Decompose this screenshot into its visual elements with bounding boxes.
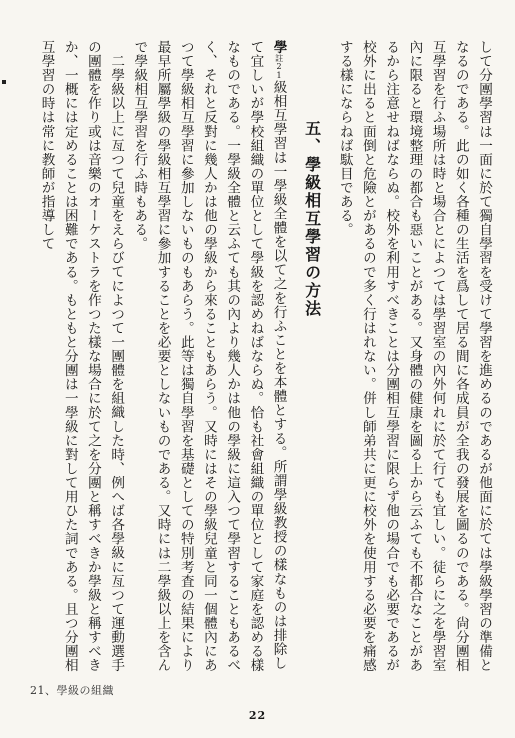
- margin-mark: [2, 80, 6, 84]
- continued-paragraph: して分團學習は一面に於て獨自學習を受けて學習を進めるのであるが他面に於ては學級學習の準備となるのである。此の如く各種の生活を爲して居る間に各成員が全我の發展を圖るのである。尙分團相互學習を行ふ場所は時と場合とによつては學習室の內外何れに於て行ても宜しい。徒らに之を學習室內に限ると環境整理の都合も惡いことがある。又身體の健康を圖る上から云ふても不都合なことがあるから注意せねばならぬ。校外を利用すべきことは分團相互學習に限らず他の場合でも必要であるが校外に出ると面倒と危險とがあるので多く行はれない。併し師弟共に更に校外を使用する必要を痛感する樣にならねば駄目である。: [336, 40, 492, 673]
- margin-footnote: 21、學級の組織: [30, 684, 114, 697]
- main-text-block: [15, 40, 495, 680]
- page-number: 22: [248, 709, 267, 722]
- paragraph-body: 級相互學習は一學級全體を以て之を行ふことを本體とする。所謂學級教授の樣なものは排除して宜しいが學校組織の單位として學級を認めねばならぬ。恰も社會組織の單位として家庭を認める樣なものである。一學級全體と云ふても其の內より幾人かは他の學級に這入つて學習することもあるべく、それと反對に幾人かは他の學級から來ることもあらう。又時にはその學級兒童と同一個體內にあつて學級相互學習に參加しないものもあらう。此等は獨自學習を基礎としての特別考査の結果により最早所屬學級の學級相互學習に參加することを必要としないものである。又時には二學級以上を含んで學級相互學習を行ふ時もある。: [131, 40, 287, 673]
- paragraph-class-mutual-learning: [127, 40, 290, 680]
- section-heading: 五、學級相互學習の方法: [302, 120, 322, 318]
- paragraph-initial: 學: [270, 40, 287, 55]
- footnote-marker: 註21: [274, 54, 284, 81]
- paragraph-multi-class: 二學級以上に亙つて兒童をえらびてによつて一團體を組織した時、例へば各學級に亙つて運動選手の團體を作り或は音樂のオーケストラを作つた樣な場合に於て之を分團と稱すべきか學級と稱すべきか、一概には定めることは困難である。もともと分團は一學級に對して用ひた詞である。且つ分團相互學習の時は常に教師が指導して: [38, 40, 125, 673]
